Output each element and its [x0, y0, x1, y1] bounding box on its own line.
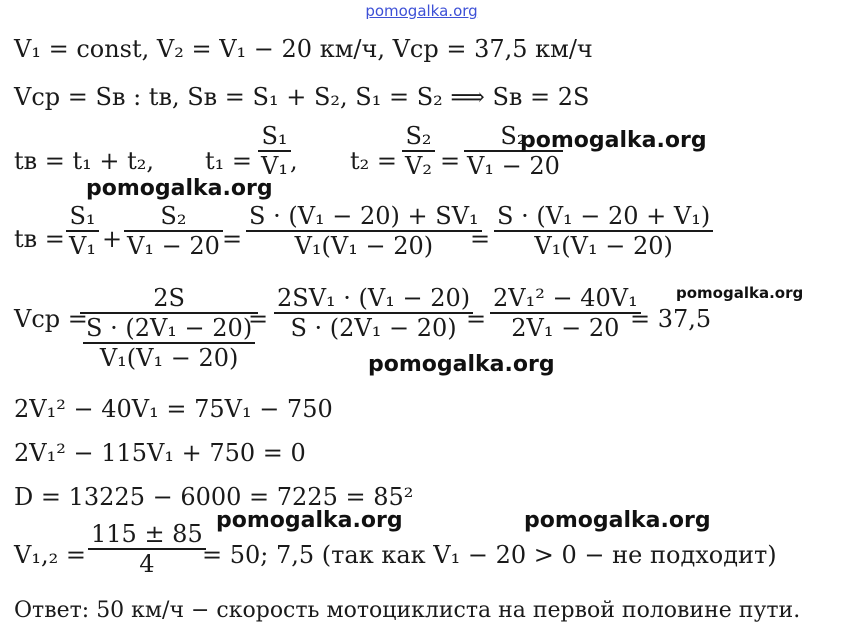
- equals-sign: =: [440, 147, 461, 175]
- watermark: pomogalka.org: [216, 508, 403, 533]
- fraction-numerator: S₁: [69, 202, 96, 230]
- fraction-denominator: V₁ − 20: [127, 232, 220, 260]
- answer-line: Ответ: 50 км/ч − скорость мотоциклиста на первой половине пути.: [14, 598, 801, 623]
- average-speed-definition-line: Vср = Sв : tв, Sв = S₁ + S₂, S₁ = S₂ ⟹ Sв = 2S: [14, 83, 590, 111]
- roots-result: = 50; 7,5 (так как V₁ − 20 > 0 − не подходит): [202, 541, 777, 569]
- result-value: = 37,5: [630, 305, 712, 333]
- fraction-denominator: V₁ − 20: [467, 152, 560, 180]
- fraction-numerator: S₂: [405, 122, 432, 150]
- watermark: pomogalka.org: [676, 284, 804, 302]
- quadratic-equation-line: 2V₁² − 115V₁ + 750 = 0: [14, 439, 306, 467]
- equals-sign: =: [466, 305, 487, 333]
- fraction-numerator: S₂: [160, 202, 187, 230]
- fraction-denominator: V₁: [261, 152, 288, 180]
- fraction-numerator: 2S: [153, 284, 185, 312]
- fraction-denominator: V₁(V₁ − 20): [294, 232, 434, 260]
- fraction-numerator: S₁: [261, 122, 288, 150]
- discriminant-line: D = 13225 − 6000 = 7225 = 85²: [14, 483, 414, 511]
- roots-label: V₁,₂ =: [14, 541, 86, 569]
- fraction-denominator: S · (2V₁ − 20): [290, 314, 457, 342]
- fraction-numerator: 2V₁² − 40V₁: [493, 284, 638, 312]
- t2-label: t₂ =: [350, 147, 398, 175]
- fraction-denominator: V₁: [69, 232, 96, 260]
- fraction-denominator: V₁(V₁ − 20): [534, 232, 673, 260]
- fraction-2sv1: [274, 284, 473, 342]
- fraction-numerator: 115 ± 85: [91, 520, 203, 548]
- watermark: pomogalka.org: [86, 176, 273, 201]
- watermark: pomogalka.org: [368, 352, 555, 377]
- watermark: pomogalka.org: [524, 508, 711, 533]
- fraction-s1-v1: [66, 202, 99, 260]
- fraction-denominator: V₂: [405, 152, 432, 180]
- nested-fraction: [83, 314, 255, 372]
- fraction-roots: [88, 520, 206, 578]
- compound-fraction: [80, 284, 258, 373]
- comma: ,: [290, 147, 298, 175]
- fraction-s1-v1: [258, 122, 291, 180]
- fraction-simplified: [490, 284, 641, 342]
- fraction-numerator: S · (V₁ − 20 + V₁): [497, 202, 711, 230]
- watermark-top[interactable]: pomogalka.org: [365, 2, 478, 20]
- equals-sign: =: [470, 225, 491, 253]
- fraction-numerator: 2SV₁ · (V₁ − 20): [277, 284, 471, 312]
- fraction-denominator: 4: [139, 550, 155, 578]
- given-line: V₁ = const, V₂ = V₁ − 20 км/ч, Vср = 37,5 км/ч: [14, 35, 593, 63]
- nested-numerator: S · (2V₁ − 20): [86, 314, 253, 342]
- equation-line: 2V₁² − 40V₁ = 75V₁ − 750: [14, 395, 333, 423]
- fraction-s2-v2: [402, 122, 435, 180]
- fraction-denominator: 2V₁ − 20: [511, 314, 620, 342]
- fraction-numerator: S · (V₁ − 20) + SV₁: [249, 202, 479, 230]
- total-time-label: tв = t₁ + t₂,: [14, 147, 155, 175]
- fraction-numerator: S₂: [500, 122, 527, 150]
- average-speed-label: Vср =: [14, 305, 88, 333]
- watermark: pomogalka.org: [520, 128, 707, 153]
- fraction-combined-sum: [246, 202, 482, 260]
- total-time-label: tв =: [14, 225, 65, 253]
- fraction-factored-sum: [494, 202, 713, 260]
- nested-denominator: V₁(V₁ − 20): [99, 344, 239, 372]
- equals-sign: =: [222, 225, 243, 253]
- equals-sign: =: [248, 305, 269, 333]
- plus-sign: +: [102, 225, 123, 253]
- fraction-s2-v1-minus-20: [124, 202, 223, 260]
- fraction-denominator: [80, 314, 258, 373]
- t1-label: t₁ =: [205, 147, 253, 175]
